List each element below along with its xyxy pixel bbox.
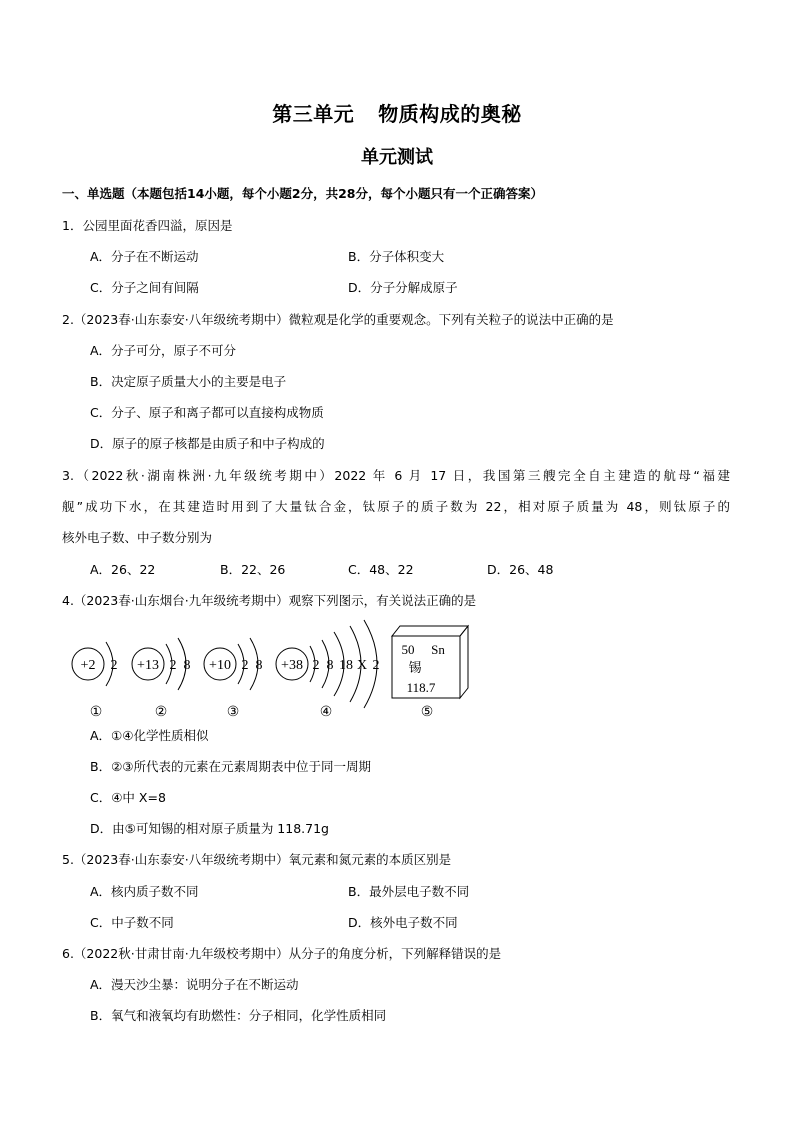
shell-electrons: X xyxy=(356,658,368,673)
question-2-stem: 2.（2023春·山东泰安·八年级统考期中）微粒观是化学的重要观念。下列有关粒子的说法中正确的是 xyxy=(62,312,614,327)
q5-option-b: B．最外层电子数不同 xyxy=(348,884,470,899)
q1-option-a: A．分子在不断运动 xyxy=(90,249,199,264)
q5-option-c: C．中子数不同 xyxy=(90,915,174,930)
shell-electrons: 8 xyxy=(255,658,263,673)
figure-label: ③ xyxy=(226,705,240,720)
section-heading: 一、单选题（本题包括14小题，每个小题2分，共28分，每个小题只有一个正确答案） xyxy=(62,186,543,201)
element-symbol: Sn xyxy=(431,642,445,657)
atom-diagram-1 xyxy=(72,642,118,720)
periodic-table-cell xyxy=(392,626,468,720)
question-1-stem: 1．公园里面花香四溢，原因是 xyxy=(62,218,233,233)
nucleus-charge: +10 xyxy=(209,658,231,673)
question-3-stem-line3: 核外电子数、中子数分别为 xyxy=(62,530,213,545)
q3-option-d: D．26、48 xyxy=(487,562,554,577)
q5-option-d: D．核外电子数不同 xyxy=(348,915,458,930)
q2-option-a: A．分子可分，原子不可分 xyxy=(90,343,237,358)
question-5-stem: 5.（2023春·山东泰安·八年级统考期中）氧元素和氮元素的本质区别是 xyxy=(62,852,452,867)
q4-option-b: B．②③所代表的元素在元素周期表中位于同一周期 xyxy=(90,759,371,774)
cell-top-face xyxy=(392,626,468,636)
figure-label: ① xyxy=(89,705,103,720)
q4-option-a: A．①④化学性质相似 xyxy=(90,728,209,743)
atomic-number: 50 xyxy=(401,642,415,657)
shell-electrons: 8 xyxy=(326,658,334,673)
cell-side-face xyxy=(460,626,468,698)
figure-label: ⑤ xyxy=(420,705,434,720)
q6-option-b: B．氧气和液氧均有助燃性：分子相同，化学性质相同 xyxy=(90,1008,387,1023)
question-4-stem: 4.（2023春·山东烟台·九年级统考期中）观察下列图示，有关说法正确的是 xyxy=(62,593,477,608)
title-topic: 物质构成的奥秘 xyxy=(378,102,522,126)
nucleus-charge: +2 xyxy=(80,658,96,673)
element-name: 锡 xyxy=(408,660,422,675)
q1-option-d: D．分子分解成原子 xyxy=(348,280,458,295)
atom-diagram-2 xyxy=(132,638,191,720)
q5-option-a: A．核内质子数不同 xyxy=(90,884,199,899)
atom-diagram-3 xyxy=(204,638,263,720)
shell-electrons: 18 xyxy=(339,658,353,673)
atomic-structure-figure xyxy=(70,618,490,722)
q2-option-d: D．原子的原子核都是由质子和中子构成的 xyxy=(90,436,325,451)
shell-electrons: 2 xyxy=(312,658,320,673)
q2-option-c: C．分子、原子和离子都可以直接构成物质 xyxy=(90,405,324,420)
figure-label: ④ xyxy=(319,705,333,720)
q4-option-d: D．由⑤可知锡的相对原子质量为 118.71g xyxy=(90,821,329,836)
q1-option-b: B．分子体积变大 xyxy=(348,249,445,264)
shell-electrons: 2 xyxy=(372,658,380,673)
q1-option-c: C．分子之间有间隔 xyxy=(90,280,199,295)
page-title xyxy=(0,98,794,127)
page-subtitle: 单元测试 xyxy=(361,147,433,168)
relative-atomic-mass: 118.7 xyxy=(406,680,436,695)
q3-option-a: A．26、22 xyxy=(90,562,156,577)
q2-option-b: B．决定原子质量大小的主要是电子 xyxy=(90,374,287,389)
shell-electrons: 2 xyxy=(241,658,249,673)
q6-option-a: A．漫天沙尘暴：说明分子在不断运动 xyxy=(90,977,299,992)
shell-electrons: 2 xyxy=(110,658,118,673)
shell-electrons: 2 xyxy=(169,658,177,673)
question-3-stem-line1: 3.（2022秋·湖南株洲·九年级统考期中）2022 年 6 月 17 日，我国第三艘完全自主建造的航母“福建 xyxy=(62,468,730,483)
question-6-stem: 6.（2022秋·甘肃甘南·九年级校考期中）从分子的角度分析，下列解释错误的是 xyxy=(62,946,502,961)
nucleus-charge: +13 xyxy=(137,658,159,673)
nucleus-charge: +38 xyxy=(281,658,303,673)
q3-option-c: C．48、22 xyxy=(348,562,414,577)
question-3-stem-line2: 舰”成功下水，在其建造时用到了大量钛合金，钛原子的质子数为 22，相对原子质量为 48，则钛原子的 xyxy=(62,499,730,514)
shell-electrons: 8 xyxy=(183,658,191,673)
atom-diagram-4 xyxy=(276,620,380,720)
q3-option-b: B．22、26 xyxy=(220,562,286,577)
figure-label: ② xyxy=(154,705,168,720)
q4-option-c: C．④中 X=8 xyxy=(90,790,166,805)
title-unit: 第三单元 xyxy=(272,102,355,126)
